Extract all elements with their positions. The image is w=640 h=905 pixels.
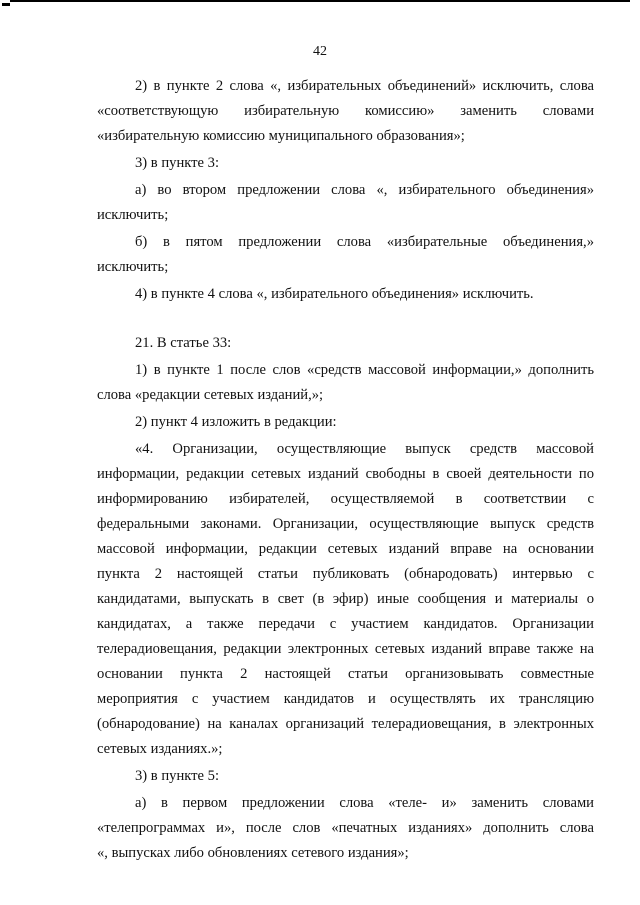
text-line: а) в первом предложении слова «теле- и» заменить словами — [135, 795, 594, 811]
top-border-line — [10, 0, 630, 2]
text-line: мероприятия с участием кандидатов и осуществлять их трансляцию — [97, 691, 594, 707]
text-line: 2) в пункте 2 слова «, избирательных объединений» исключить, слова — [135, 78, 594, 94]
text-line: «4. Организации, осуществляющие выпуск средств массовой — [135, 441, 594, 457]
text-line: а) во втором предложении слова «, избирательного объединения» — [135, 182, 594, 198]
text-line: исключить; — [97, 259, 169, 275]
text-line: б) в пятом предложении слова «избирательные объединения,» — [135, 234, 594, 250]
text-line: пункта 2 настоящей статьи публиковать (обнародовать) интервью с — [97, 566, 594, 582]
paragraph-item-3-point-3 — [97, 151, 594, 176]
text-line: информации, редакции сетевых изданий свободны в своей деятельности по — [97, 466, 594, 482]
text-line: 4) в пункте 4 слова «, избирательного объединения» исключить. — [135, 286, 534, 302]
paragraph-point-4-new-text — [97, 437, 594, 762]
text-line: 2) пункт 4 изложить в редакции: — [135, 414, 337, 430]
paragraph-item-4-point-4 — [97, 282, 594, 307]
text-line: (обнародование) на каналах организаций телерадиовещания, в электронных — [97, 716, 594, 732]
text-line: 3) в пункте 5: — [135, 768, 220, 784]
text-line: «, выпусках либо обновлениях сетевого издания»; — [97, 845, 409, 861]
text-line: федеральными законами. Организации, осуществляющие выпуск средств — [97, 516, 594, 532]
paragraph-subitem-a — [97, 178, 594, 228]
paragraph-subitem-a-point-5 — [97, 791, 594, 866]
text-line: кандидатах, а также передачи с участием кандидатов. Организации — [97, 616, 594, 632]
document-body — [97, 74, 594, 866]
corner-scan-mark — [2, 3, 10, 6]
article-33-heading — [97, 331, 594, 356]
text-line: 21. В статье 33: — [135, 335, 232, 351]
text-line: слова «редакции сетевых изданий,»; — [97, 387, 324, 403]
text-line: «избирательную комиссию муниципального образования»; — [97, 128, 465, 144]
paragraph-item-2-point-4 — [97, 410, 594, 435]
text-line: «соответствующую избирательную комиссию» заменить словами — [97, 103, 594, 119]
text-line: основании пункта 2 настоящей статьи организовывать совместные — [97, 666, 594, 682]
text-line: 3) в пункте 3: — [135, 155, 220, 171]
paragraph-item-2-point-2 — [97, 74, 594, 149]
text-line: кандидатами, выпускать в свет (в эфир) иные сообщения и материалы о — [97, 591, 594, 607]
page-number: 42 — [313, 44, 327, 59]
text-line: сетевых изданиях.»; — [97, 741, 223, 757]
text-line: 1) в пункте 1 после слов «средств массовой информации,» дополнить — [135, 362, 594, 378]
text-line: информированию избирателей, осуществляемой в соответствии с — [97, 491, 594, 507]
text-line: телерадиовещания, редакции электронных сетевых изданий вправе также на — [97, 641, 594, 657]
text-line: массовой информации, редакции сетевых изданий вправе на основании — [97, 541, 594, 557]
paragraph-item-3-point-5 — [97, 764, 594, 789]
text-line: исключить; — [97, 207, 169, 223]
paragraph-item-1-point-1 — [97, 358, 594, 408]
text-line: «телепрограммах и», после слов «печатных изданиях» дополнить слова — [97, 820, 594, 836]
paragraph-subitem-b — [97, 230, 594, 280]
